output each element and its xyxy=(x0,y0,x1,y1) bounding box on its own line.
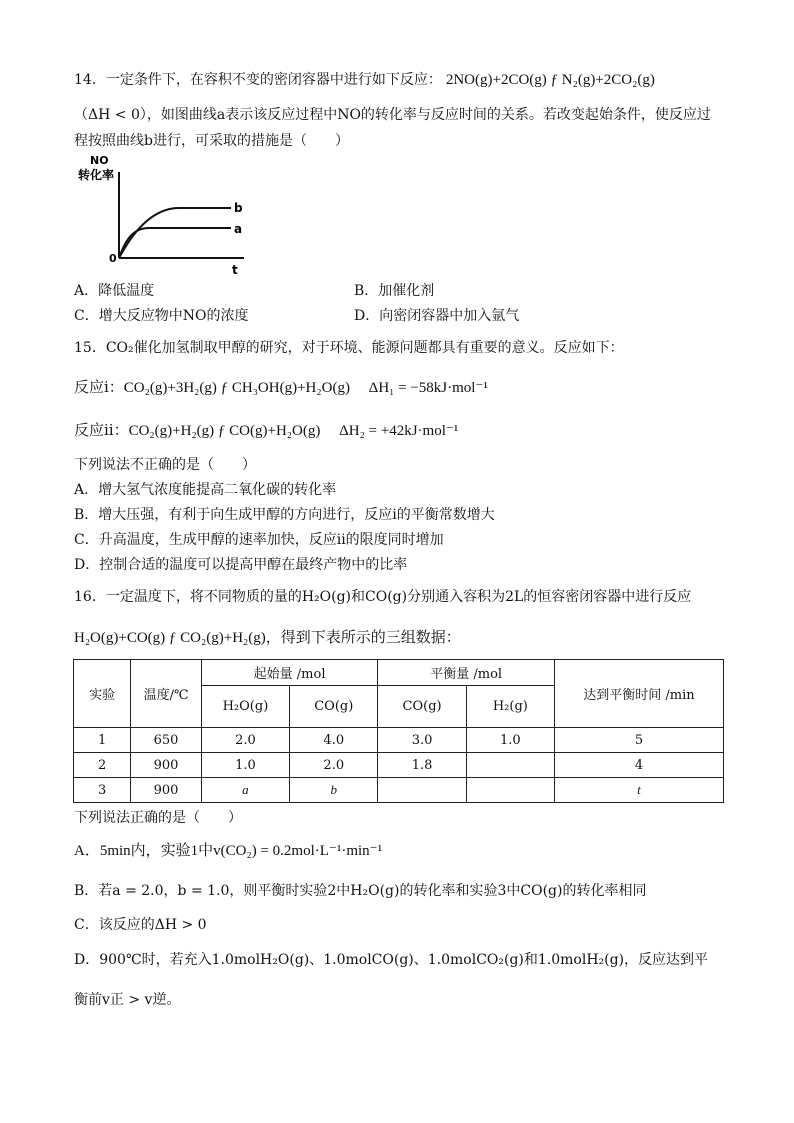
figure-origin: 0 xyxy=(109,252,117,265)
q15-reaction1: 反应ⅰ：CO₂(g)+3H₂(g) ƒ CH₃OH(g)+H₂O(g) ΔH₁ = −58kJ·mol⁻¹ xyxy=(74,380,488,396)
data-table xyxy=(73,659,724,803)
q14-reaction: 2NO(g)+2CO(g) ƒ N₂(g)+2CO₂(g) xyxy=(445,72,655,88)
figure-xlabel: t xyxy=(232,263,238,277)
cell: 5 xyxy=(554,728,723,753)
cell: 900 xyxy=(131,753,201,778)
q16-option-d-cont: 衡前v正 > v逆。 xyxy=(74,992,181,1008)
figure-ylabel: 转化率 xyxy=(78,168,115,182)
q14-line1 xyxy=(74,70,655,90)
th-time: 达到平衡时间 /min xyxy=(554,660,723,728)
th-sub-co-start: CO(g) xyxy=(290,686,378,728)
curve-b xyxy=(119,208,231,258)
q14-option-b[interactable]: B．加催化剂 xyxy=(354,283,435,299)
cell: 900 xyxy=(131,778,201,803)
cell: 2 xyxy=(74,753,131,778)
q16-line1: 16．一定温度下，将不同物质的量的H₂O(g)和CO(g)分别通入容积为2L的恒容密闭容器中进行反应 xyxy=(74,589,692,605)
cell: 2.0 xyxy=(201,728,289,753)
cell: 2.0 xyxy=(290,753,378,778)
table-row xyxy=(74,753,724,778)
cell: a xyxy=(201,778,289,803)
conversion-rate-figure xyxy=(74,150,254,278)
q16-option-d[interactable]: D．900℃时，若充入1.0molH₂O(g)、1.0molCO(g)、1.0molCO₂(g)和1.0molH₂(g)，反应达到平 xyxy=(74,952,709,968)
q16-line2: H₂O(g)+CO(g) ƒ CO₂(g)+H₂(g)，得到下表所示的三组数据： xyxy=(74,630,461,646)
q14-option-c[interactable]: C．增大反应物中NO的浓度 xyxy=(74,308,249,324)
cell: 3.0 xyxy=(378,728,466,753)
cell: 650 xyxy=(131,728,201,753)
q15-option-d[interactable]: D．控制合适的温度可以提高甲醇在最终产物中的比率 xyxy=(74,557,408,573)
table-row xyxy=(74,778,724,803)
th-sub-co-eq: CO(g) xyxy=(378,686,466,728)
q14-stem: 14．一定条件下，在容积不变的密闭容器中进行如下反应： xyxy=(74,72,442,88)
cell xyxy=(466,753,554,778)
cell xyxy=(466,778,554,803)
cell: 1.0 xyxy=(466,728,554,753)
cell: b xyxy=(290,778,378,803)
q14-option-d[interactable]: D．向密闭容器中加入氩气 xyxy=(354,308,520,324)
th-sub-h2o: H₂O(g) xyxy=(201,686,289,728)
cell: t xyxy=(554,778,723,803)
q15-question: 下列说法不正确的是（ ） xyxy=(74,457,256,473)
q15-option-b[interactable]: B．增大压强，有利于向生成甲醇的方向进行，反应ⅰ的平衡常数增大 xyxy=(74,507,495,523)
q14-line2: （ΔH < 0），如图曲线a表示该反应过程中NO的转化率与反应时间的关系。若改变起始条件，使反应过 xyxy=(74,107,711,123)
cell: 1 xyxy=(74,728,131,753)
curve-b-label: b xyxy=(234,201,243,215)
q15-line1: 15．CO₂催化加氢制取甲醇的研究，对于环境、能源问题都具有重要的意义。反应如下： xyxy=(74,340,624,356)
cell: 4 xyxy=(554,753,723,778)
th-experiment: 实验 xyxy=(74,660,131,728)
curve-a-label: a xyxy=(234,222,243,236)
th-temperature: 温度/℃ xyxy=(131,660,201,728)
q15-option-c[interactable]: C．升高温度，生成甲醇的速率加快，反应ⅱ的限度同时增加 xyxy=(74,532,444,548)
q15-reaction2: 反应ⅱ：CO₂(g)+H₂(g) ƒ CO(g)+H₂O(g) ΔH₂ = +42kJ·mol⁻¹ xyxy=(74,423,459,439)
curve-a xyxy=(119,228,231,258)
cell: 1.0 xyxy=(201,753,289,778)
th-equilibrium-amount: 平衡量 /mol xyxy=(378,660,555,686)
q14-option-a[interactable]: A．降低温度 xyxy=(74,283,155,299)
th-initial-amount: 起始量 /mol xyxy=(201,660,378,686)
q16-option-b[interactable]: B．若a = 2.0，b = 1.0，则平衡时实验2中H₂O(g)的转化率和实验3中CO(g)的转化率相同 xyxy=(74,883,647,899)
q16-option-c[interactable]: C．该反应的ΔH > 0 xyxy=(74,917,207,933)
th-sub-h2: H₂(g) xyxy=(466,686,554,728)
cell: 3 xyxy=(74,778,131,803)
q14-line3: 程按照曲线b进行，可采取的措施是（ ） xyxy=(74,133,349,149)
cell xyxy=(378,778,466,803)
q16-question: 下列说法正确的是（ ） xyxy=(74,810,242,826)
table-row xyxy=(74,728,724,753)
q16-option-a[interactable]: A．5min内，实验1中v(CO₂) = 0.2mol·L⁻¹·min⁻¹ xyxy=(74,843,383,859)
cell: 4.0 xyxy=(290,728,378,753)
q15-option-a[interactable]: A．增大氢气浓度能提高二氧化碳的转化率 xyxy=(74,482,337,498)
cell: 1.8 xyxy=(378,753,466,778)
figure-ylabel-top: NO xyxy=(90,154,109,167)
